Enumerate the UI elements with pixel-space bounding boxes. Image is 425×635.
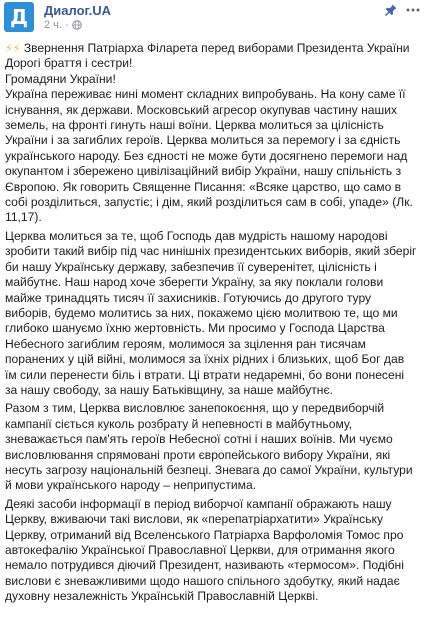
post-time[interactable]: 2 ч. bbox=[44, 19, 62, 31]
post-title bbox=[5, 41, 417, 56]
page-name-link[interactable]: Диалог.UA bbox=[44, 3, 112, 18]
post-meta bbox=[44, 19, 82, 31]
separator-dot: · bbox=[64, 19, 69, 31]
post-paragraph: Разом з тим, Церква висловлює занепокоєння, що у передвиборчій кампанії сіється куколь розбрату й непевності в майбутньому, зневажається пам'ять героїв Небесної сотні і наших воїнів. Ми чуємо висловлювання спрямовані проти європейського вибору України, які несуть загрозу національній безпеці. Зневага до самої України, культури й мови українського народу – неприпустима. bbox=[5, 401, 413, 493]
more-icon[interactable] bbox=[405, 3, 421, 17]
avatar[interactable] bbox=[4, 2, 34, 32]
post-text bbox=[5, 41, 417, 605]
post-title-text: Звернення Патріарха Філарета перед виборами Президента України bbox=[23, 41, 410, 55]
globe-icon bbox=[72, 20, 82, 30]
pin-icon[interactable] bbox=[384, 3, 398, 17]
avatar-logo: Д bbox=[10, 5, 28, 29]
greeting-line-2: Громадяни України! bbox=[5, 71, 116, 86]
greeting-line: Дорогі браття і сестри! bbox=[5, 56, 133, 71]
lightning-icon: ⚡⚡ bbox=[5, 42, 21, 55]
post-header bbox=[0, 0, 425, 38]
post-paragraph: Деякі засоби інформації в період виборчої кампанії ображають нашу Церкву, вживаючи такі вислови, як «перепатріархатити» Українську Церкву, отриманий від Вселенського Патріарха Варфоломія Томос про автокефалію Української Православної Церкви, для отримання якого немало потрудився діючий Президент, називають «термосом». Подібні вислови є зневажливими щодо нашого спільного здобутку, який надає духовну незалежність Українській Православній Церкві. bbox=[5, 496, 404, 604]
post-paragraph: Україна переживає нині момент складних випробувань. На кону саме її існування, як держави. Московський агресор окупував частину наших земель, на фронті гинуть наші воїни. Церква молиться за цілісність України і за загиблих героїв. Церква молиться за перемогу і за єдність українського народу. Без єдності не може бути досягнено перемоги над окупантом і збережено цивілізаційний вибір України, нашу спільність з Європою. Як говорить Священне Писання: «Всяке царство, що само в собі розділиться, запустіє; і дім, який розділиться сам в собі, упаде» (Лк. 11,17). bbox=[5, 87, 413, 225]
post-paragraph: Церква молиться за те, щоб Господь дав мудрість нашому народові зробити такий вибір під час нинішніх президентських виборів, який зберіг би нашу Українську державу, забезпечив її суверенітет, цілісність і майбутнє. Наш народ хоче зберегти Україну, за яку поклали голови майже тринадцять тисяч її захисників. Готуючись до другого туру виборів, будемо молитись за них, покажемо цією молитвою те, що ми глибоко шануємо їхню жертовність. Ми просимо у Господа Царства Небесного загиблим героям, молимося за зцілення ран тисячам поранених у цій війні, молимося за їхніх рідних і близьких, щоб Бог дав їм сили перенести біль і втрати. Ці втрати недаремні, бо вони понесені за нашу свободу, за нашу Батьківщину, за наше майбутнє. bbox=[5, 228, 417, 397]
